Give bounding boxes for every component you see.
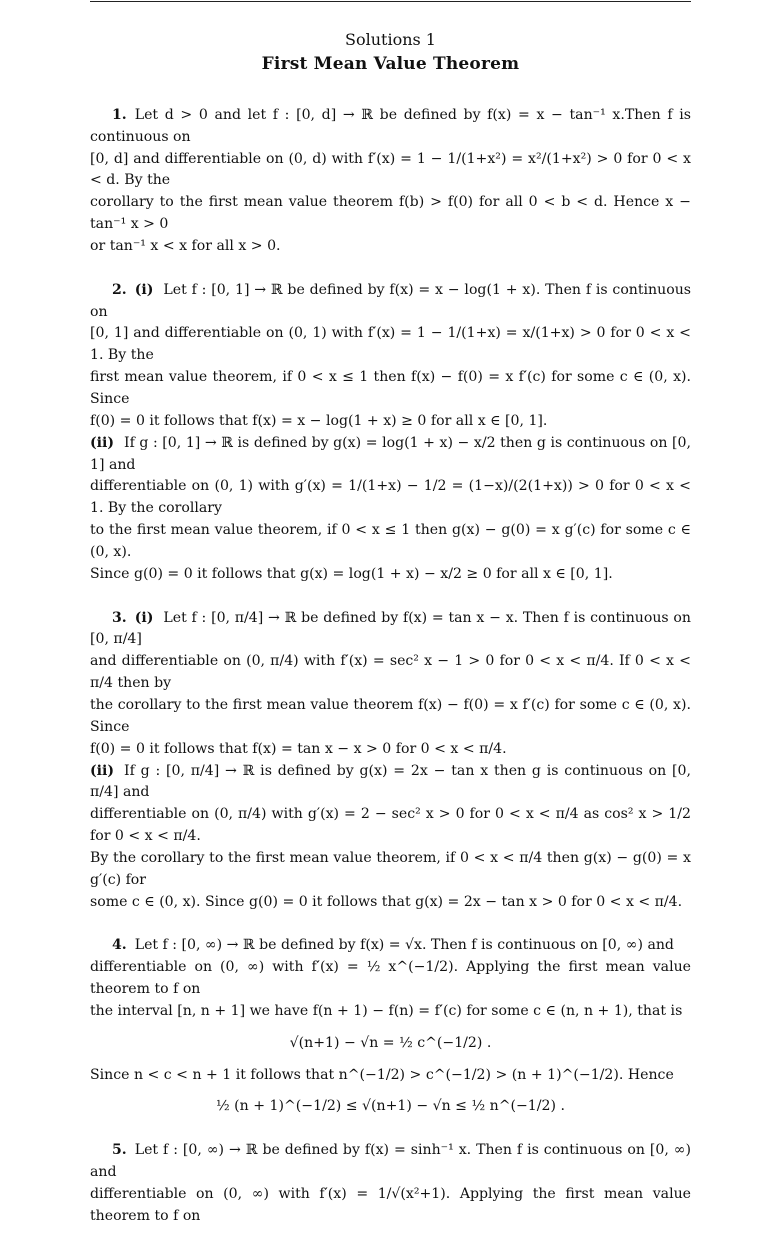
problem-3-line-3: the corollary to the first mean value theorem f(x) − f(0) = x f′(c) for some c ∈ (0, x). Since — [90, 696, 691, 735]
problem-5-line-1: 5. Let f : [0, ∞) → ℝ be defined by f(x) = sinh⁻¹ x. Then f is continuous on [0, ∞) and — [90, 1142, 691, 1181]
problem-1 — [90, 105, 691, 258]
problem-3-line-2: and differentiable on (0, π/4) with f′(x) = sec² x − 1 > 0 for 0 < x < π/4. If 0 < x < π/4 then by — [90, 653, 691, 692]
problem-4-display-equation-1: √(n+1) − √n = ½ c^(−1/2) . — [289, 1034, 492, 1051]
problem-4-middle-line: Since n < c < n + 1 it follows that n^(−1/2) > c^(−1/2) > (n + 1)^(−1/2). Hence — [90, 1066, 674, 1083]
problem-3-line-1: 3. (i) Let f : [0, π/4] → ℝ be defined by f(x) = tan x − x. Then f is continuous on [0, π/4] — [90, 609, 691, 648]
problem-4-number: 4. — [112, 937, 127, 954]
problem-2-ii-line-1: (ii) If g : [0, 1] → ℝ is defined by g(x) = log(1 + x) − x/2 then g is continuous on [0, 1] and — [90, 434, 691, 473]
problem-1-line-1: 1. Let d > 0 and let f : [0, d] → ℝ be defined by f(x) = x − tan⁻¹ x.Then f is continuous on — [90, 106, 691, 145]
problem-3-ii-line-3: By the corollary to the first mean value theorem, if 0 < x < π/4 then g(x) − g(0) = x g′(c) for — [90, 849, 691, 888]
problem-3-ii-line-1: (ii) If g : [0, π/4] → ℝ is defined by g(x) = 2x − tan x then g is continuous on [0, π/4] and — [90, 762, 691, 801]
problem-1-line-3: corollary to the first mean value theorem f(b) > f(0) for all 0 < b < d. Hence x − tan⁻¹ x > 0 — [90, 194, 691, 233]
problem-5-line-2: differentiable on (0, ∞) with f′(x) = 1/√(x²+1). Applying the first mean value theorem to f on — [90, 1186, 691, 1224]
problem-4 — [90, 935, 691, 1118]
problem-1-number: 1. — [112, 106, 127, 123]
problem-2-line-3: first mean value theorem, if 0 < x ≤ 1 then f(x) − f(0) = x f′(c) for some c ∈ (0, x). Since — [90, 369, 691, 408]
problem-2-part-i-label: (i) — [134, 281, 154, 298]
problem-1-line-2: [0, d] and differentiable on (0, d) with f′(x) = 1 − 1/(1+x²) = x²/(1+x²) > 0 for 0 < x < d. By the — [90, 150, 691, 189]
problem-3-part-i-label: (i) — [134, 609, 154, 626]
problem-2-ii-line-3: to the first mean value theorem, if 0 < x ≤ 1 then g(x) − g(0) = x g′(c) for some c ∈ (0, x). — [90, 522, 691, 560]
problem-2-line-4: f(0) = 0 it follows that f(x) = x − log(1 + x) ≥ 0 for all x ∈ [0, 1]. — [90, 412, 548, 429]
problem-3-ii-line-2: differentiable on (0, π/4) with g′(x) = 2 − sec² x > 0 for 0 < x < π/4 as cos² x > 1/2 for 0 < x < π/4. — [90, 806, 691, 845]
problem-2-number: 2. — [112, 281, 127, 298]
problem-5 — [90, 1140, 691, 1227]
document-title — [90, 30, 691, 75]
document-page — [90, 30, 691, 1250]
problem-2-part-ii-label: (ii) — [90, 434, 115, 451]
problem-3-line-4: f(0) = 0 it follows that f(x) = tan x − x > 0 for 0 < x < π/4. — [90, 740, 507, 757]
problem-4-line-2: differentiable on (0, ∞) with f′(x) = ½ x^(−1/2). Applying the first mean value theorem to f on — [90, 959, 691, 998]
problem-4-line-1: 4. Let f : [0, ∞) → ℝ be defined by f(x) = √x. Then f is continuous on [0, ∞) and — [112, 937, 674, 954]
problem-4-display-equation-2: ½ (n + 1)^(−1/2) ≤ √(n+1) − √n ≤ ½ n^(−1/2) . — [216, 1098, 565, 1115]
problem-1-line-4: or tan⁻¹ x < x for all x > 0. — [90, 237, 281, 254]
problem-5-number: 5. — [112, 1142, 127, 1159]
problem-4-line-3: the interval [n, n + 1] we have f(n + 1) − f(n) = f′(c) for some c ∈ (n, n + 1), that is — [90, 1002, 683, 1019]
problem-2-line-1: 2. (i) Let f : [0, 1] → ℝ be defined by f(x) = x − log(1 + x). Then f is continuous on — [90, 281, 691, 320]
title-line: Solutions 1 — [345, 30, 436, 49]
problem-3-part-ii-label: (ii) — [90, 762, 115, 779]
subtitle-line: First Mean Value Theorem — [261, 53, 520, 74]
top-rule — [90, 1, 691, 2]
problem-3 — [90, 608, 691, 914]
problem-3-ii-line-4: some c ∈ (0, x). Since g(0) = 0 it follows that g(x) = 2x − tan x > 0 for 0 < x < π/4. — [90, 893, 683, 910]
problem-2-ii-line-2: differentiable on (0, 1) with g′(x) = 1/(1+x) − 1/2 = (1−x)/(2(1+x)) > 0 for 0 < x < 1. By the corollary — [90, 478, 691, 517]
problem-3-number: 3. — [112, 609, 127, 626]
problem-2-line-2: [0, 1] and differentiable on (0, 1) with f′(x) = 1 − 1/(1+x) = x/(1+x) > 0 for 0 < x < 1. By the — [90, 325, 691, 364]
problem-2-ii-line-4: Since g(0) = 0 it follows that g(x) = log(1 + x) − x/2 ≥ 0 for all x ∈ [0, 1]. — [90, 565, 613, 582]
problem-2 — [90, 280, 691, 586]
